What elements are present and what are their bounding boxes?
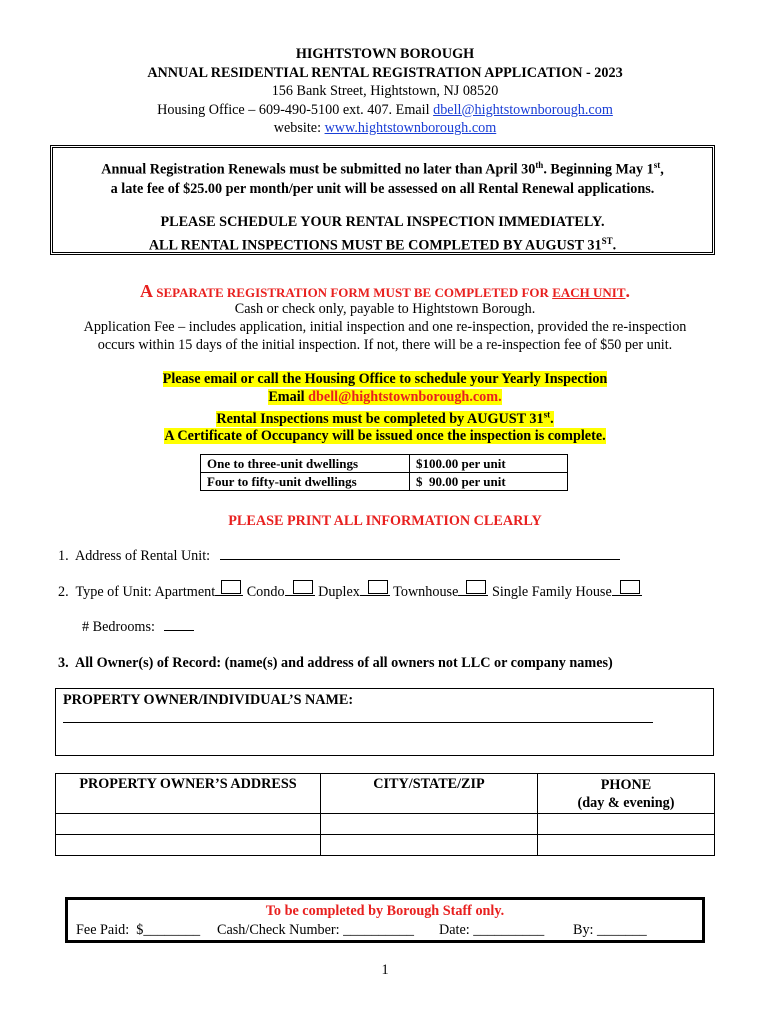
website-link[interactable]: www.hightstownborough.com [324, 120, 497, 136]
bedrooms-row [82, 619, 194, 636]
bedrooms-label: # Bedrooms: [82, 619, 155, 635]
fees-table [200, 454, 568, 491]
fee-paid-field[interactable]: Fee Paid: $________ [76, 922, 201, 938]
borough-name: HIGHTSTOWN BOROUGH [295, 46, 475, 62]
rental-address-field[interactable] [220, 559, 620, 560]
condo-checkbox[interactable] [293, 580, 313, 594]
print-notice: PLEASE PRINT ALL INFORMATION CLEARLY [228, 513, 542, 529]
unit-type-label: 2. Type of Unit: [58, 584, 152, 600]
rental-address-label: 1. Address of Rental Unit: [58, 548, 211, 564]
renewal-notice-box [50, 145, 715, 255]
cash-check-field[interactable]: Cash/Check Number: __________ [217, 922, 415, 938]
highlight-line1: Please email or call the Housing Office to schedule your Yearly Inspection [162, 371, 608, 387]
address-cell[interactable] [56, 814, 321, 835]
question-2 [58, 584, 642, 601]
city-cell[interactable] [321, 814, 538, 835]
unit-type-duplex-label: Duplex [318, 584, 360, 600]
owner-name-box [55, 688, 714, 756]
notice-line2: a late fee of $25.00 per month/per unit will be assessed on all Rental Renewal applications. [110, 180, 655, 197]
fee-amount: $100.00 per unit [410, 455, 568, 473]
highlight-line4: A Certificate of Occupancy will be issued once the inspection is complete. [164, 428, 606, 445]
notice-line1: Annual Registration Renewals must be submitted no later than April 30th. Beginning May 1st, [101, 160, 664, 178]
form-title: ANNUAL RESIDENTIAL RENTAL REGISTRATION APPLICATION - 2023 [147, 64, 623, 81]
highlight-email-line: Email dbell@hightstownborough.com. [268, 388, 502, 405]
question-1 [58, 548, 620, 565]
single-family-checkbox[interactable] [620, 580, 640, 594]
table-row [56, 814, 715, 835]
staff-title: To be completed by Borough Staff only. [265, 903, 505, 919]
fee-row [201, 455, 568, 473]
office-address: 156 Bank Street, Hightstown, NJ 08520 [271, 83, 499, 99]
fee-row [201, 473, 568, 491]
duplex-checkbox[interactable] [368, 580, 388, 594]
page-number: 1 [381, 962, 389, 978]
table-row [56, 835, 715, 856]
phone-cell[interactable] [538, 814, 715, 835]
payment-info: Cash or check only, payable to Hightstown Borough. [234, 301, 536, 317]
header-email-link[interactable]: dbell@hightstownborough.com [433, 101, 613, 118]
city-column-header: CITY/STATE/ZIP [321, 774, 538, 814]
townhouse-checkbox[interactable] [466, 580, 486, 594]
unit-type-single-family-label: Single Family House [491, 584, 612, 600]
question-3: 3. All Owner(s) of Record: (name(s) and address of all owners not LLC or company names) [58, 655, 613, 671]
bedrooms-field[interactable] [164, 630, 194, 631]
address-cell[interactable] [56, 835, 321, 856]
address-column-header: PROPERTY OWNER’S ADDRESS [56, 774, 321, 814]
owner-name-label: PROPERTY OWNER/INDIVIDUAL’S NAME: [63, 692, 354, 708]
phone-column-header: PHONE (day & evening) [538, 774, 715, 814]
fee-type: Four to fifty-unit dwellings [201, 473, 410, 491]
unit-type-townhouse-label: Townhouse [393, 584, 459, 600]
document-header [0, 45, 770, 138]
phone-cell[interactable] [538, 835, 715, 856]
fee-amount: $ 90.00 per unit [410, 473, 568, 491]
date-field[interactable]: Date: __________ [439, 922, 545, 938]
highlight-line3: Rental Inspections must be completed by AUGUST 31st. [216, 409, 554, 427]
address-header-row [56, 774, 715, 814]
apartment-checkbox[interactable] [221, 580, 241, 594]
notice-line3: PLEASE SCHEDULE YOUR RENTAL INSPECTION IMMEDIATELY. [160, 213, 605, 230]
unit-type-condo-label: Condo [246, 584, 285, 600]
owner-name-field[interactable] [63, 722, 653, 723]
unit-type-apartment-label: Apartment [154, 584, 216, 600]
contact-line: Housing Office – 609-490-5100 ext. 407. Email dbell@hightstownborough.com [157, 101, 613, 118]
separate-form-notice: A SEPARATE REGISTRATION FORM MUST BE COMPLETED FOR EACH UNIT. [139, 281, 631, 301]
fee-info-line1: Application Fee – includes application, initial inspection and one re-inspection, provided the re-inspection [83, 319, 687, 335]
by-field[interactable]: By: _______ [573, 922, 647, 938]
staff-use-box [65, 897, 705, 943]
owner-address-table [55, 773, 715, 856]
city-cell[interactable] [321, 835, 538, 856]
inspection-highlight [0, 371, 770, 446]
notice-line4: ALL RENTAL INSPECTIONS MUST BE COMPLETED BY AUGUST 31ST. [148, 235, 617, 254]
fee-info-line2: occurs within 15 days of the initial inspection. If not, there will be a re-inspection fee of $50 per unit. [97, 337, 673, 353]
website-line: website: www.hightstownborough.com [273, 120, 497, 136]
highlight-email[interactable]: dbell@hightstownborough.com [308, 388, 499, 405]
fee-type: One to three-unit dwellings [201, 455, 410, 473]
